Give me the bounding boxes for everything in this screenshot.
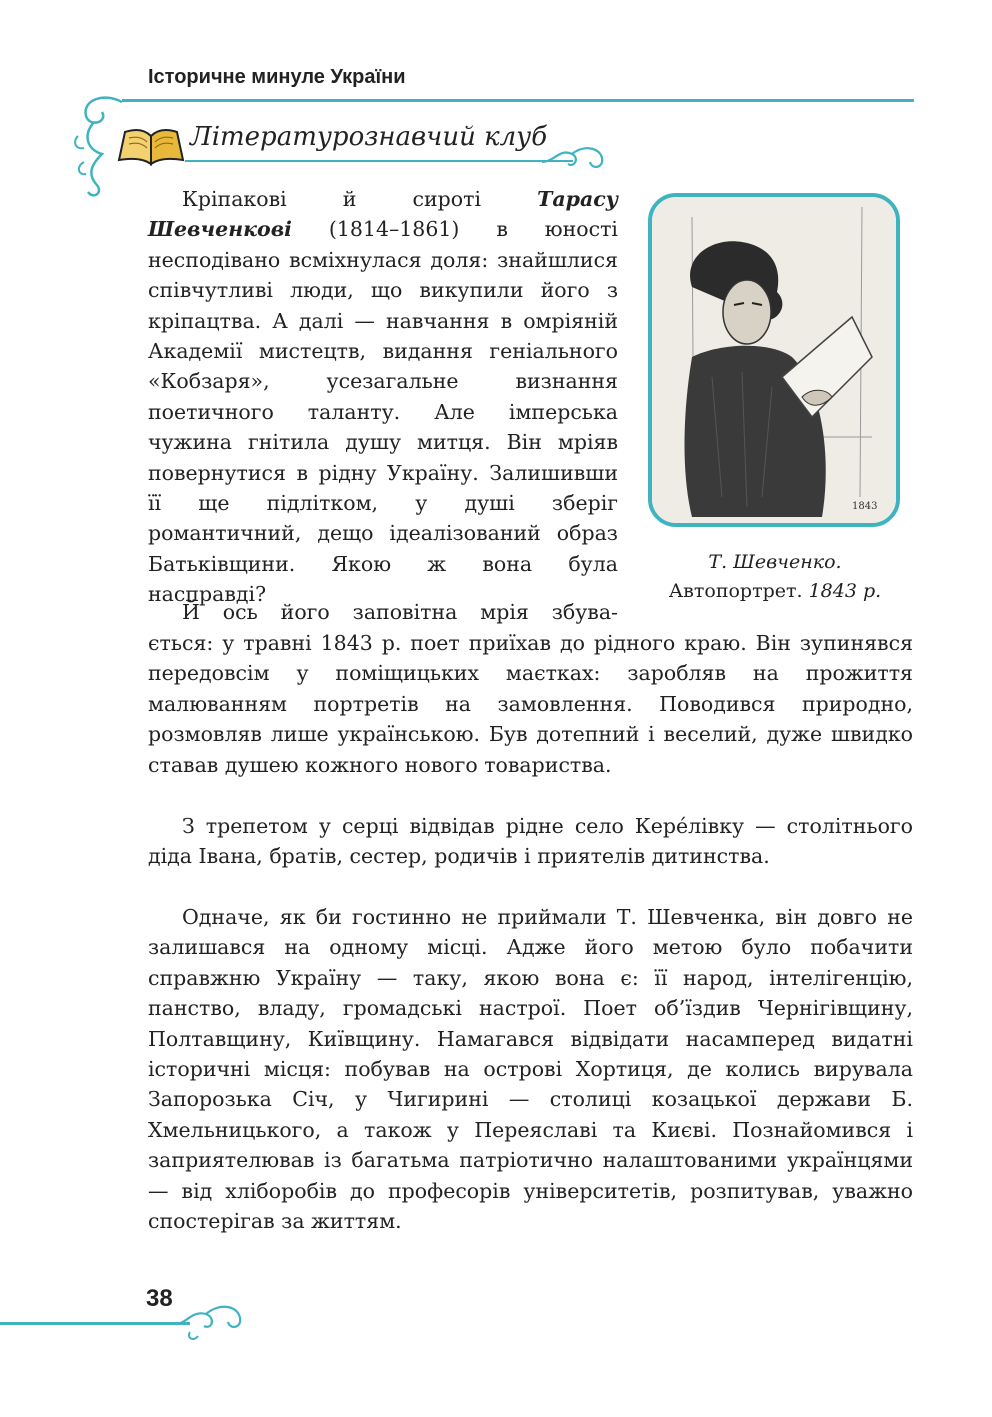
- svg-text:1843: 1843: [852, 501, 878, 512]
- paragraph-4: Одначе, як би гостинно не приймали Т. Шевченка, він довго не залишався на одному місці. Адже його метою було побачити справжню Україну — таку, якою вона є: її народ, інтелігенцію, панство, владу, громадські настрої. Поет об’їздив Чернігівщину, Полтавщину, Київщину. Намагався відвідати насамперед видатні історичні місця: побував на острові Хортиця, де колись вирувала Запорозька Січ, у Чигирині — столиці козацької держави Б. Хмельницького, а також у Переяславі та Києві. Познайомився і заприятелював із багатьма патріотично налаштованими українцями — від хліборобів до професорів університетів, розпитував, уважно спостерігав за життям.: [148, 905, 913, 1234]
- caption-line1: Т. Шевченко.: [708, 551, 842, 573]
- paragraph-3: З трепетом у серці відвідав рідне село Кере́лівку — столітнього діда Івана, братів, сестер, родичів і приятелів дитинства.: [148, 814, 913, 869]
- title-swirl-icon: [540, 140, 610, 176]
- self-portrait-sketch: [652, 197, 896, 523]
- caption-line2: Автопортрет. 1843 р.: [668, 580, 882, 602]
- header-rule: [122, 99, 914, 102]
- paragraph-1: Кріпакові й сироті Тарасу Шевченкові (1814–1861) в юності несподівано всміхнулася доля: знайшлися співчутливі люди, що викупили його з кріпацтва. А далі — навчання в омріяній Академії мистецтв, видання геніального «Кобзаря», усезагальне визнання поетичного таланту. Але імперська чужина гнітила душу митця. Він мріяв повернутися в рідну Україну. Залишивши її ще підлітком, у душі зберіг романтичний, дещо ідеалізований образ Батьківщини. Якою ж вона була насправді?: [148, 187, 618, 607]
- footer-rule: [0, 1322, 190, 1325]
- paragraph-2-first-line: Й ось його заповітна мрія збува-: [182, 600, 618, 624]
- footer-swirl-icon: [172, 1294, 252, 1344]
- section-title: Літературознавчий клуб: [190, 122, 548, 152]
- figure-caption: [630, 548, 920, 606]
- running-title: Історичне минуле України: [148, 66, 406, 88]
- open-book-icon: [115, 118, 187, 168]
- section-title-rule: [185, 160, 573, 162]
- paragraph-2: ється: у травні 1843 р. поет приїхав до рідного краю. Він зупинявся передовсім у поміщицьких маєтках: заробляв на прожиття малюванням портретів на замовлення. Поводився природно, розмовляв лише українською. Був дотепний і веселий, дуже швидко ставав душею кожного нового товариства.: [148, 631, 913, 777]
- highlighted-name: Тарасу Шевченкові: [148, 187, 618, 242]
- page-number: 38: [146, 1285, 173, 1312]
- portrait-image: [648, 193, 900, 527]
